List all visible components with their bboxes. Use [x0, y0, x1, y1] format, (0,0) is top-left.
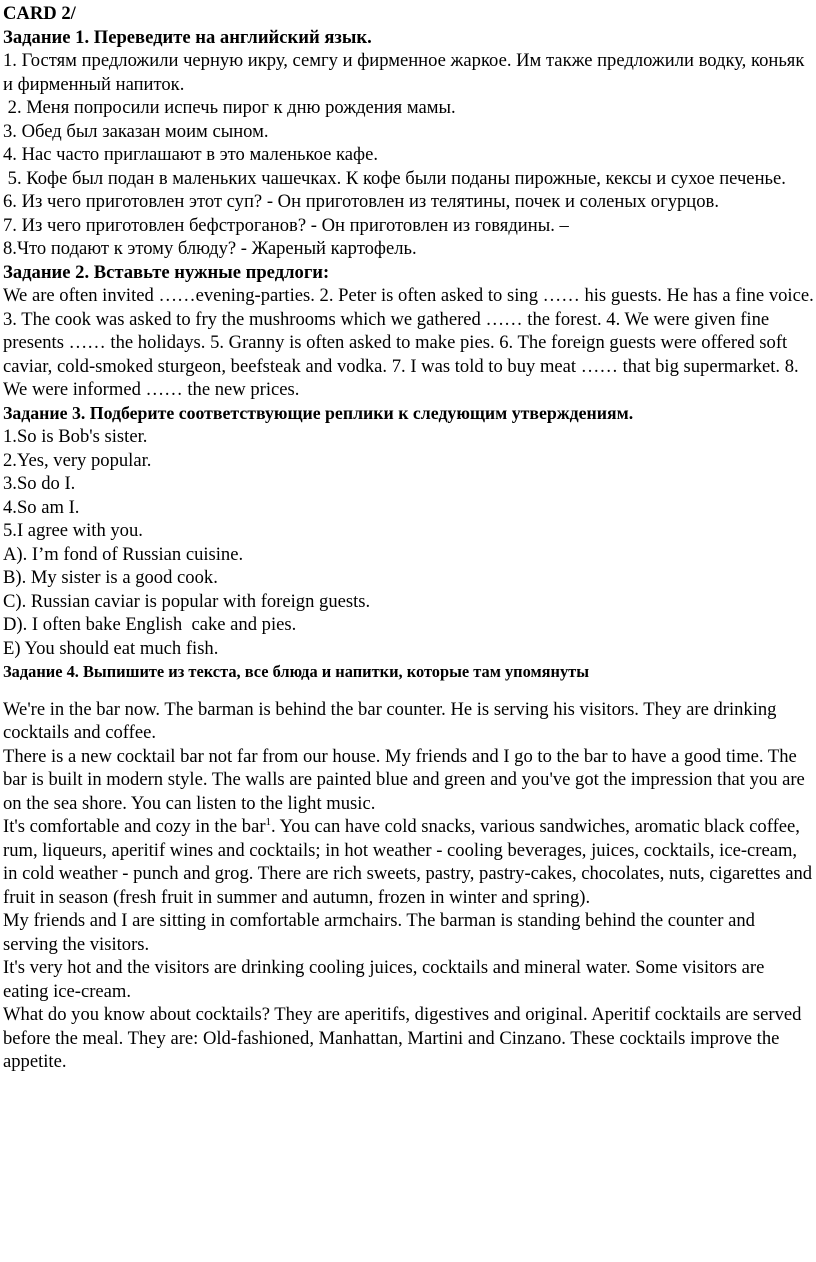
task3-statement-a: A). I’m fond of Russian cuisine.	[3, 543, 244, 565]
task3-reply-1: 1.So is Bob's sister.	[3, 426, 148, 447]
task3-statement-c: C). Russian caviar is popular with foreign guests.	[3, 590, 371, 612]
task3-heading: Задание 3. Подберите соответствующие реплики к следующим утверждениям.	[3, 402, 634, 423]
task1-item-4: 4. Нас часто приглашают в это маленькое кафе.	[3, 144, 378, 165]
task4-paragraph-2: There is a new cocktail bar not far from our house. My friends and I go to the bar to have a good time. The bar is built in modern style. The walls are painted blue and green and you've got the impression that you are on the sea shore. You can listen to the light music.	[3, 745, 805, 814]
task4-paragraph-3-rest: . You can have cold snacks, various sandwiches, aromatic black coffee, rum, liqueurs, aperitif wines and cocktails; in hot weather - cooling beverages, juices, cocktails, ice-cream, in cold weather - punch and grog. There are rich sweets, pastry, pastry-cakes, chocolates, nuts, cigarettes and fruit in season (fresh fruit in summer and autumn, frozen in winter and spring).	[3, 816, 813, 908]
spacer	[3, 684, 814, 698]
task3-statement-b: B). My sister is a good cook.	[3, 567, 218, 588]
task1-item-8: 8.Что подают к этому блюду? - Жареный картофель.	[3, 238, 417, 259]
task4-paragraph-3-start: It's comfortable and cozy in the bar	[3, 816, 266, 837]
task4-paragraph-1: We're in the bar now. The barman is behind the bar counter. He is serving his visitors. They are drinking cocktails and coffee.	[3, 698, 777, 743]
task3-reply-4: 4.So am I.	[3, 496, 80, 518]
task1-heading: Задание 1. Переведите на английский язык.	[3, 26, 372, 48]
task1-item-5: 5. Кофе был подан в маленьких чашечках. К кофе были поданы пирожные, кексы и сухое печенье.	[3, 167, 786, 189]
task1-item-1: 1. Гостям предложили черную икру, семгу и фирменное жаркое. Им также предложили водку, коньяк и фирменный напиток.	[3, 50, 805, 95]
task3-reply-5: 5.I agree with you.	[3, 520, 143, 541]
task1-item-3: 3. Обед был заказан моим сыном.	[3, 120, 269, 142]
task3-reply-2: 2.Yes, very popular.	[3, 449, 152, 471]
task3-statement-d: D). I often bake English cake and pies.	[3, 614, 297, 635]
task4-heading: Задание 4. Выпишите из текста, все блюда и напитки, которые там упомянуты	[3, 662, 590, 681]
footnote-marker: 1	[265, 815, 272, 828]
task4-paragraph-3	[3, 815, 814, 909]
task4-paragraph-5: It's very hot and the visitors are drinking cooling juices, cocktails and mineral water. Some visitors are eating ice-cream.	[3, 957, 765, 1002]
task1-item-7: 7. Из чего приготовлен бефстроганов? - Он приготовлен из говядины. –	[3, 214, 569, 236]
task3-reply-3: 3.So do I.	[3, 473, 76, 494]
task1-item-6: 6. Из чего приготовлен этот суп? - Он приготовлен из телятины, почек и соленых огурцов.	[3, 191, 719, 212]
task2-text: We are often invited ……evening-parties. 2. Peter is often asked to sing …… his guests. He has a fine voice. 3. The cook was asked to fry the mushrooms which we gathered …… the forest. 4. We were given fine presents …… the holidays. 5. Granny is often asked to make pies. 6. The foreign guests were offered soft caviar, cold-smoked sturgeon, beefsteak and vodka. 7. I was told to buy meat …… that big supermarket. 8. We were informed …… the new prices.	[3, 285, 814, 400]
task4-paragraph-4: My friends and I are sitting in comfortable armchairs. The barman is standing behind the counter and serving the visitors.	[3, 910, 755, 955]
task1-item-2: 2. Меня попросили испечь пирог к дню рождения мамы.	[3, 97, 456, 118]
card-title: CARD 2/	[3, 3, 76, 24]
task2-heading: Задание 2. Вставьте нужные предлоги:	[3, 261, 330, 283]
task3-statement-e: E) You should eat much fish.	[3, 637, 219, 659]
task4-paragraph-6: What do you know about cocktails? They are aperitifs, digestives and original. Aperitif cocktails are served before the meal. They are: Old-fashioned, Manhattan, Martini and Cinzano. These cocktails improve the appetite.	[3, 1004, 802, 1072]
